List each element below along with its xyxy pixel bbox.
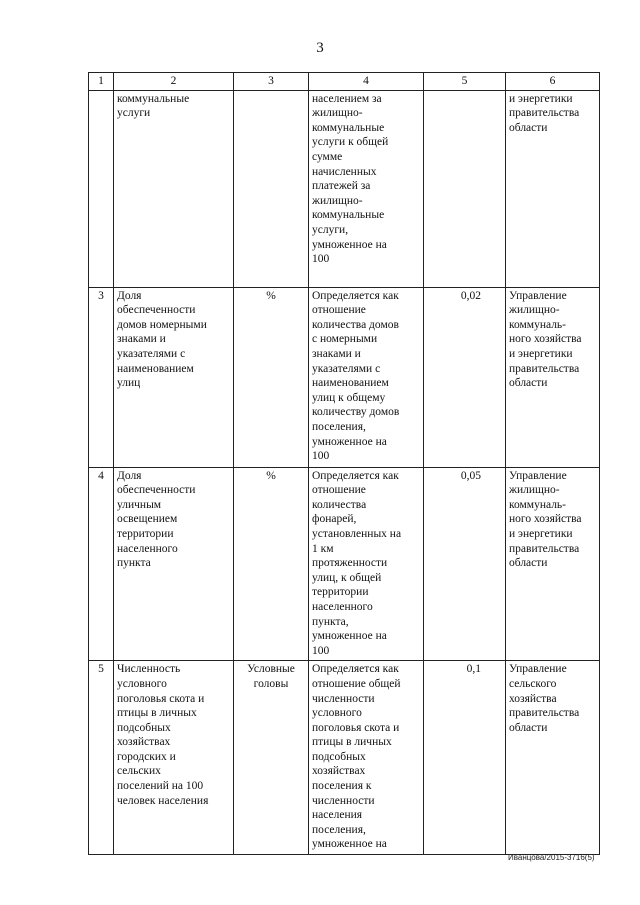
column-header-4: 4 [309,73,424,91]
unit-cell: % [234,287,309,467]
responsible-body-cell: Управление сельского хозяйства правительства области [506,661,600,855]
weight-cell: 0,1 [424,661,506,855]
unit-cell: Условные головы [234,661,309,855]
indicator-name-cell: Численность условного поголовья скота и птицы в личных подсобных хозяйствах городских и сельских поселений на 100 человек населения [114,661,234,855]
weight-cell: 0,02 [424,287,506,467]
column-header-2: 2 [114,73,234,91]
indicators-table [88,72,600,855]
table-header-row [89,73,600,91]
table-row [89,90,600,287]
row-number-cell: 3 [89,287,114,467]
unit-cell: % [234,467,309,661]
document-code: Иванцова/2015-3716(5) [508,853,595,862]
calculation-method-cell: населением за жилищно- коммунальные услуги к общей сумме начисленных платежей за жилищно- коммунальные услуги, умноженное на 100 [309,90,424,287]
responsible-body-cell: и энергетики правительства области [506,90,600,287]
calculation-method-cell: Определяется как отношение общей численности условного поголовья скота и птицы в личных подсобных хозяйствах поселения к численности населения поселения, умноженное на [309,661,424,855]
indicator-name-cell: коммунальные услуги [114,90,234,287]
column-header-3: 3 [234,73,309,91]
responsible-body-cell: Управление жилищно- коммуналь- ного хозяйства и энергетики правительства области [506,287,600,467]
table-row [89,661,600,855]
row-number-cell: 4 [89,467,114,661]
column-header-6: 6 [506,73,600,91]
unit-cell [234,90,309,287]
weight-cell: 0,05 [424,467,506,661]
row-number-cell [89,90,114,287]
column-header-1: 1 [89,73,114,91]
table-row [89,467,600,661]
indicator-name-cell: Доля обеспеченности домов номерными знаками и указателями с наименованием улиц [114,287,234,467]
page-number: 3 [316,40,324,56]
row-number-cell: 5 [89,661,114,855]
column-header-5: 5 [424,73,506,91]
calculation-method-cell: Определяется как отношение количества фонарей, установленных на 1 км протяженности улиц, к общей территории населенного пункта, умноженное на 100 [309,467,424,661]
indicator-name-cell: Доля обеспеченности уличным освещением территории населенного пункта [114,467,234,661]
table-row [89,287,600,467]
weight-cell [424,90,506,287]
calculation-method-cell: Определяется как отношение количества домов с номерными знаками и указателями с наименованием улиц к общему количеству домов поселения, умноженное на 100 [309,287,424,467]
responsible-body-cell: Управление жилищно- коммуналь- ного хозяйства и энергетики правительства области [506,467,600,661]
